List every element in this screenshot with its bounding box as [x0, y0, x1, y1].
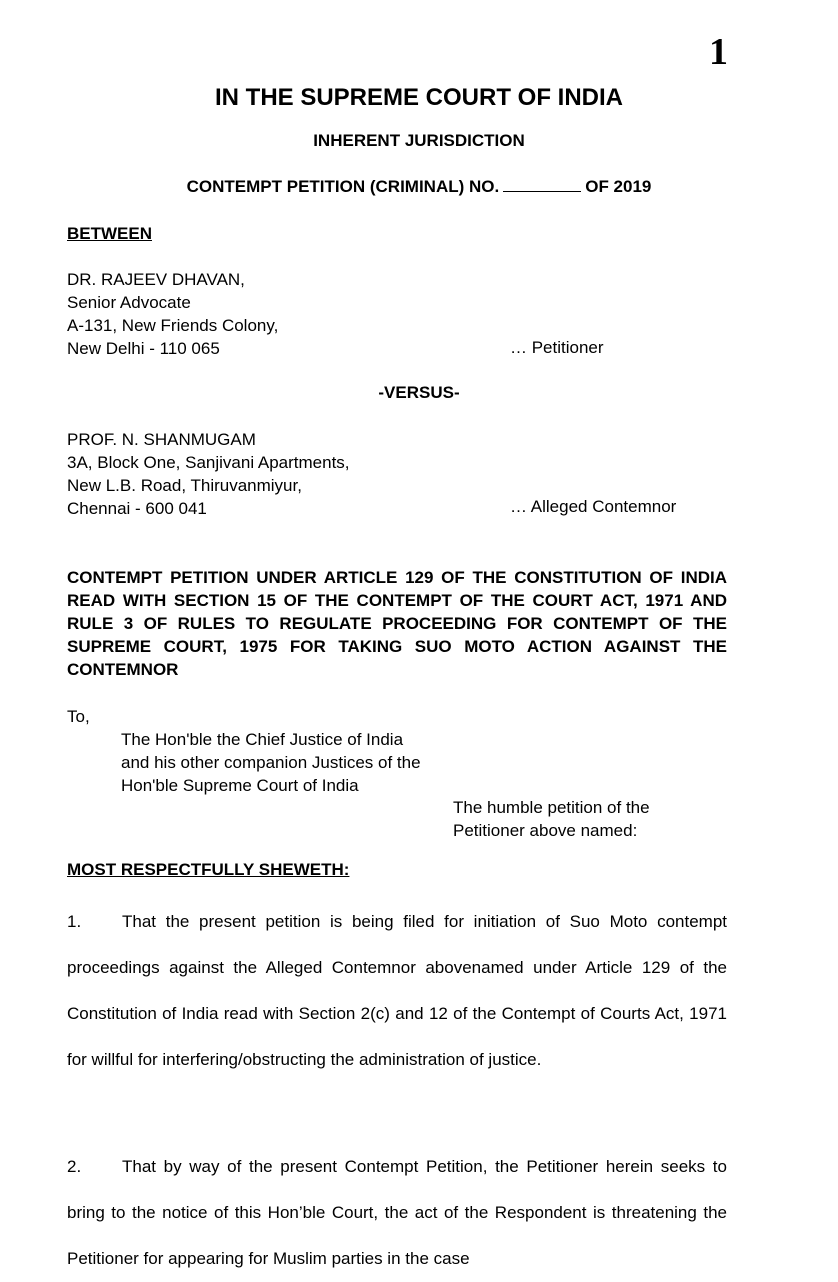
respondent-address-line-1: 3A, Block One, Sanjivani Apartments, — [67, 453, 350, 472]
respondent-address — [67, 428, 350, 520]
respondent-name: PROF. N. SHANMUGAM — [67, 430, 256, 449]
addressee-line: and his other companion Justices of the — [121, 753, 421, 772]
petitioner-address — [67, 268, 278, 360]
paragraph-text: That the present petition is being filed for initiation of Suo Moto contempt proceedings against the Alleged Contemnor abovenamed under Article 129 of the Constitution of India read with Section 2(c) and 12 of the Contempt of Courts Act, 1971 for willful for interfering/obstructing the administration of justice. — [67, 912, 727, 1069]
petitioner-name: DR. RAJEEV DHAVAN, — [67, 270, 245, 289]
petition-number-prefix: CONTEMPT PETITION (CRIMINAL) NO. — [186, 177, 500, 196]
humble-petition-line: The humble petition of the — [453, 798, 650, 817]
court-title: IN THE SUPREME COURT OF INDIA — [214, 84, 623, 111]
versus-label: -VERSUS- — [378, 383, 460, 402]
page-number: 1 — [709, 31, 728, 73]
petitioner-city: New Delhi - 110 065 — [67, 339, 220, 358]
respondent-city: Chennai - 600 041 — [67, 499, 207, 518]
petitioner-designation: Senior Advocate — [67, 293, 191, 312]
paragraph-number: 1. — [67, 912, 82, 931]
humble-petition-block — [453, 796, 650, 842]
addressee-block — [121, 728, 421, 797]
sheweth-heading: MOST RESPECTFULLY SHEWETH: — [67, 860, 350, 879]
humble-petition-line: Petitioner above named: — [453, 821, 638, 840]
jurisdiction-heading: INHERENT JURISDICTION — [313, 131, 525, 150]
paragraph-number: 2. — [67, 1157, 82, 1176]
petitioner-address-line: A-131, New Friends Colony, — [67, 316, 279, 335]
respondent-address-line-2: New L.B. Road, Thiruvanmiyur, — [67, 476, 302, 495]
petition-number-blank — [503, 177, 581, 192]
petition-number-heading — [0, 177, 838, 197]
paragraph-2 — [67, 1144, 727, 1282]
respondent-role: … Alleged Contemnor — [510, 497, 677, 516]
between-label: BETWEEN — [67, 224, 152, 243]
addressee-line: Hon'ble Supreme Court of India — [121, 776, 359, 795]
addressee-line: The Hon'ble the Chief Justice of India — [121, 730, 404, 749]
cause-title: CONTEMPT PETITION UNDER ARTICLE 129 OF THE CONSTITUTION OF INDIA READ WITH SECTION 15 OF THE CONTEMPT OF THE COURT ACT, 1971 AND RULE 3 OF RULES TO REGULATE PROCEEDING FOR CONTEMPT OF THE SUPREME COURT, 1975 FOR TAKING SUO MOTO ACTION AGAINST THE CONTEMNOR — [67, 568, 727, 679]
paragraph-1 — [67, 899, 727, 1083]
paragraph-text: That by way of the present Contempt Petition, the Petitioner herein seeks to bring to the notice of this Hon’ble Court, the act of the Respondent is threatening the Petitioner for appearing for Muslim parties in the case — [67, 1157, 727, 1268]
addressee-to: To, — [67, 707, 90, 726]
petitioner-role: … Petitioner — [510, 338, 604, 357]
petition-number-suffix: OF 2019 — [585, 177, 652, 196]
